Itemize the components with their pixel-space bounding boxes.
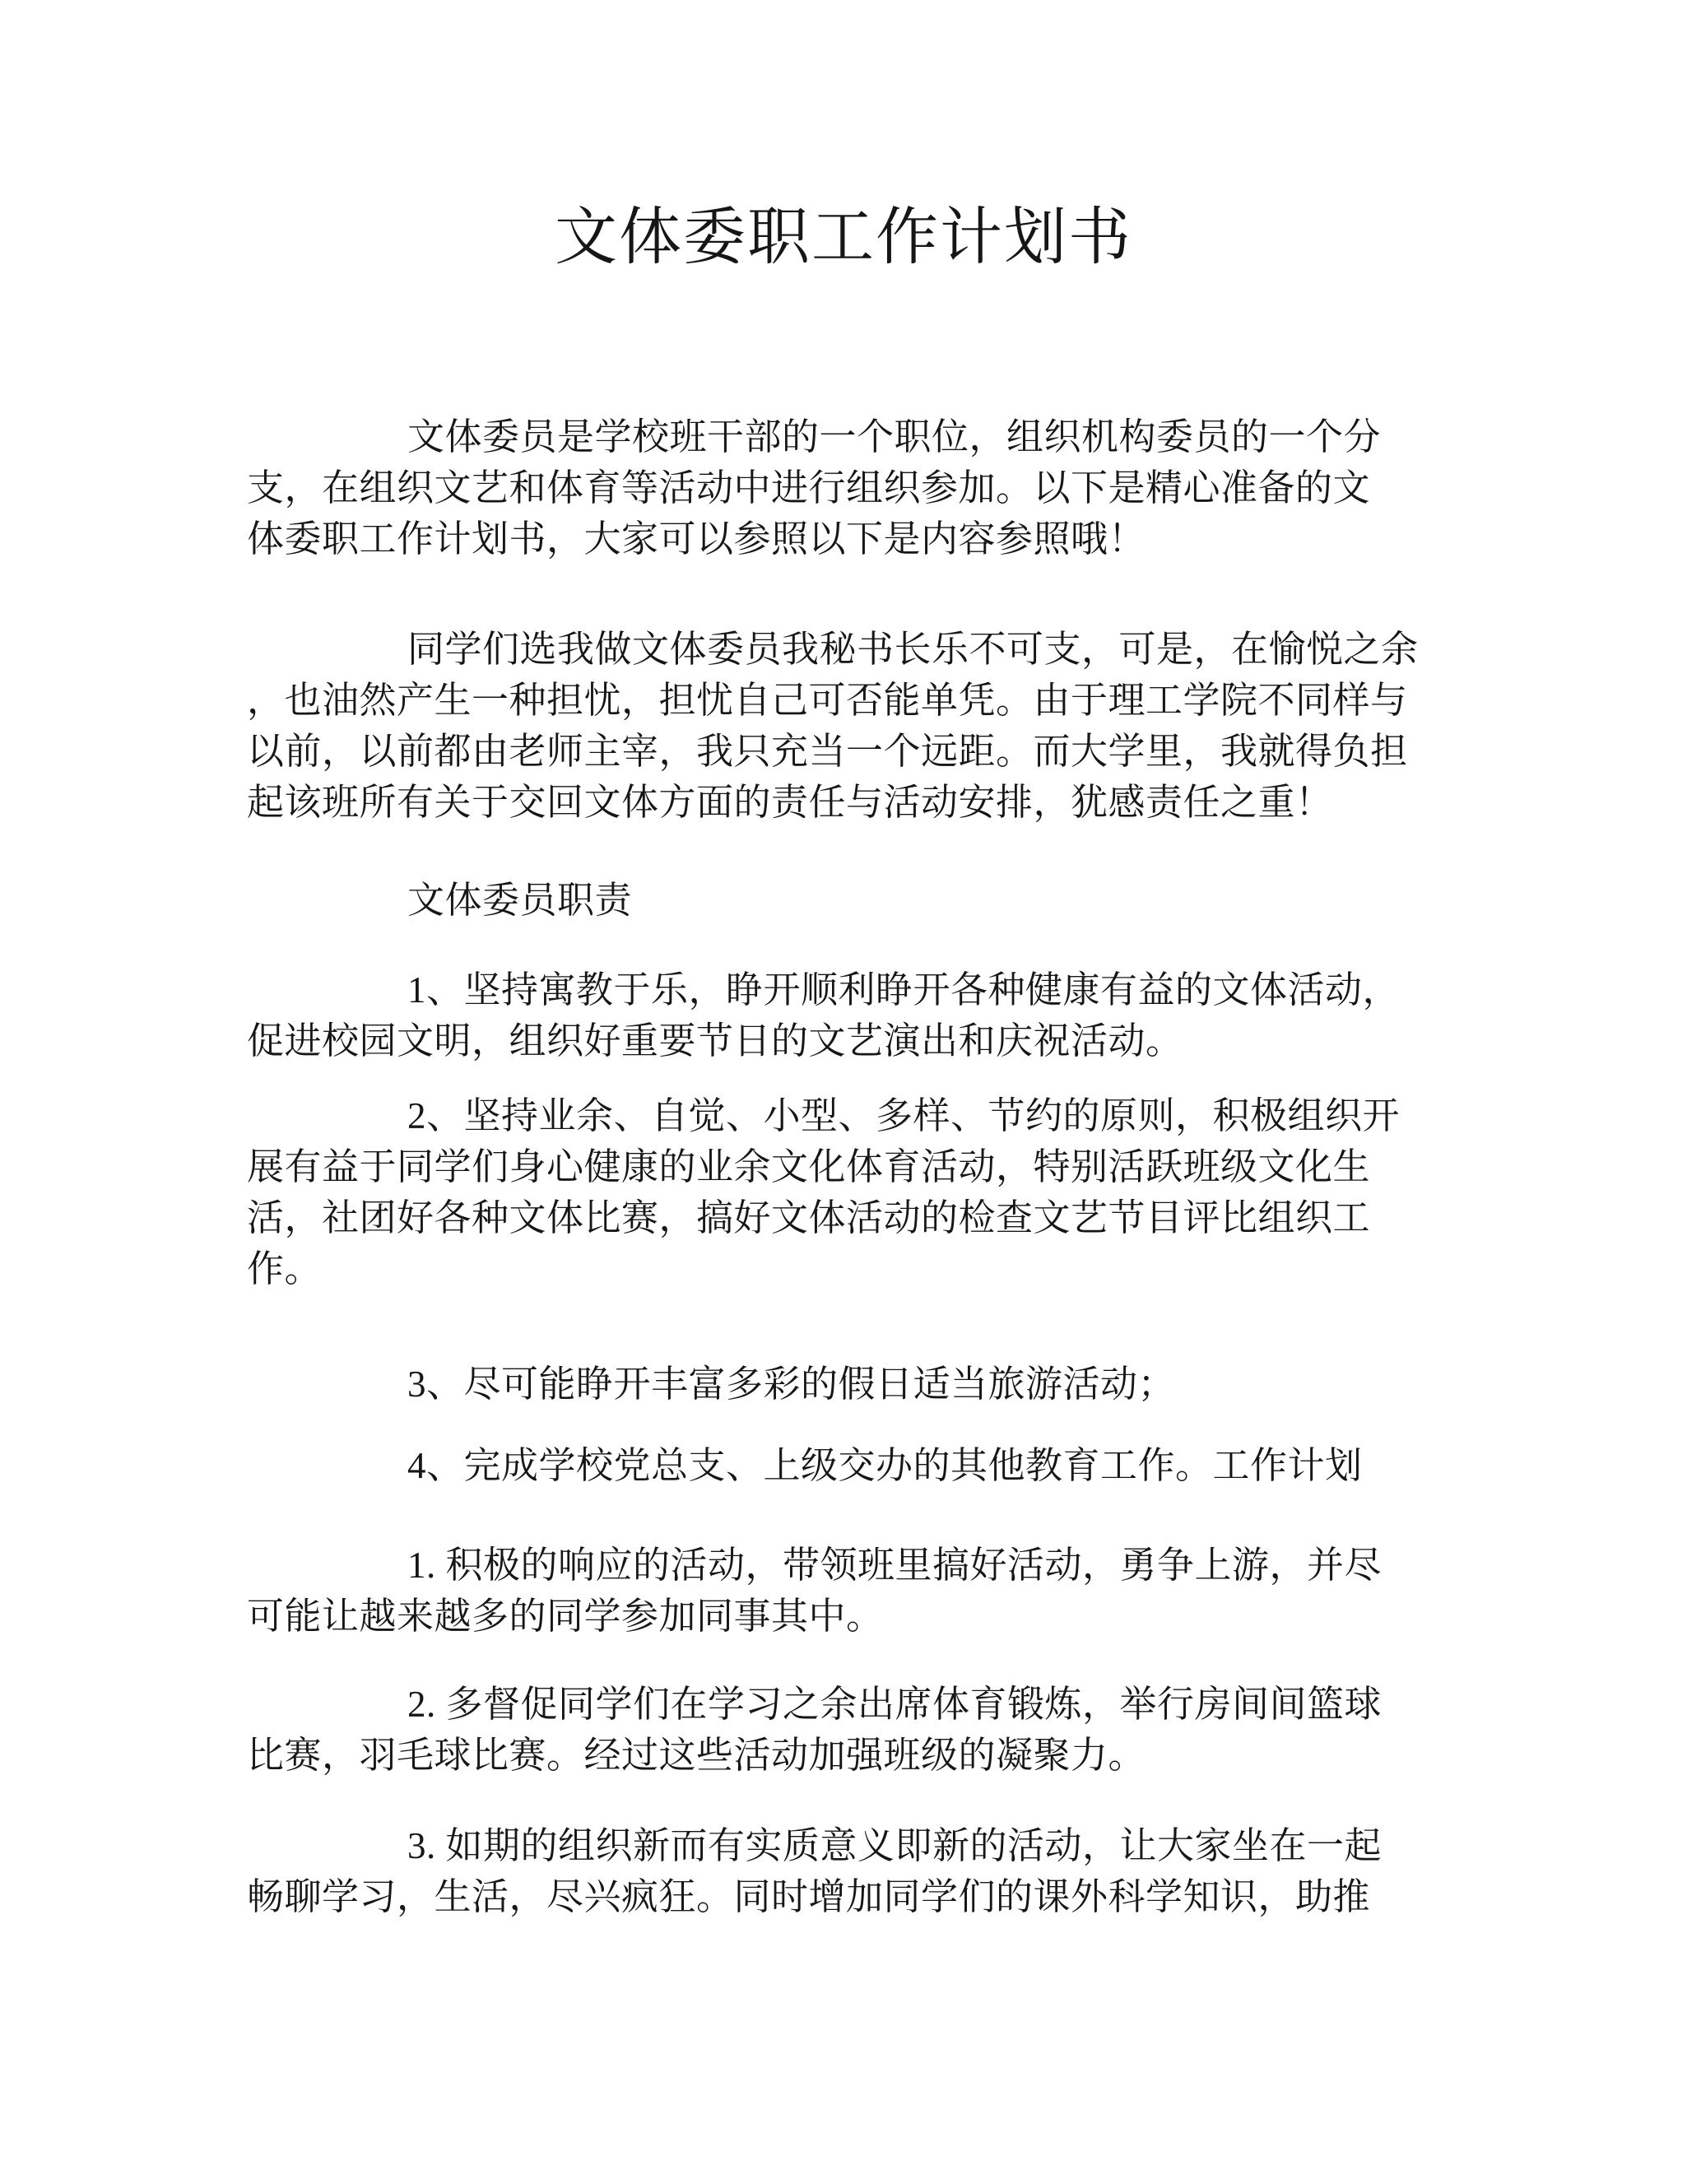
- reflection-paragraph: [247, 624, 1419, 828]
- text-line: 起该班所有关于交回文体方面的责任与活动安排，犹感责任之重！: [247, 782, 1333, 823]
- duty-item-1: [247, 964, 1399, 1066]
- duty-item-4: [247, 1440, 1399, 1491]
- text-line: 文体委员职责: [407, 880, 633, 921]
- text-line: 1、坚持寓教于乐，睁开顺利睁开各种健康有益的文体活动，: [407, 969, 1401, 1011]
- plan-item-2: [247, 1679, 1399, 1781]
- text-line: 作。: [247, 1248, 323, 1289]
- text-line: 以前，以前都由老师主宰，我只充当一个远距。而大学里，我就得负担: [247, 731, 1408, 772]
- intro-paragraph: [247, 411, 1399, 565]
- text-line: ，也油然产生一种担忧，担忧自己可否能单凭。由于理工学院不同样与: [247, 680, 1408, 721]
- text-line: 4、完成学校党总支、上级交办的其他教育工作。工作计划: [407, 1445, 1363, 1486]
- text-line: 3. 如期的组织新而有实质意义即新的活动，让大家坐在一起: [407, 1825, 1383, 1866]
- text-line: 2. 多督促同学们在学习之余出席体育锻炼，举行房间间篮球: [407, 1684, 1383, 1725]
- text-line: 畅聊学习，生活，尽兴疯狂。同时增加同学们的课外科学知识，助推: [247, 1876, 1371, 1917]
- duties-heading: [247, 875, 1399, 926]
- text-line: 支，在组织文艺和体育等活动中进行组织参加。以下是精心准备的文: [247, 467, 1371, 509]
- duty-item-2: [247, 1090, 1399, 1294]
- text-line: 促进校园文明，组织好重要节日的文艺演出和庆祝活动。: [247, 1020, 1183, 1062]
- document-body: [0, 411, 1419, 1922]
- text-line: 比赛，羽毛球比赛。经过这些活动加强班级的凝聚力。: [247, 1735, 1146, 1776]
- text-line: 2、坚持业余、自觉、小型、多样、节约的原则，积极组织开: [407, 1095, 1401, 1136]
- text-line: 体委职工作计划书，大家可以参照以下是内容参照哦！: [247, 518, 1146, 560]
- text-line: 3、尽可能睁开丰富多彩的假日适当旅游活动；: [407, 1364, 1176, 1405]
- plan-item-3: [247, 1820, 1399, 1922]
- text-line: 展有益于同学们身心健康的业余文化体育活动，特别活跃班级文化生: [247, 1146, 1371, 1187]
- text-line: 可能让越来越多的同学参加同事其中。: [247, 1596, 884, 1637]
- text-line: 同学们选我做文体委员我秘书长乐不可支，可是，在愉悦之余: [407, 629, 1419, 670]
- text-line: 活，社团好各种文体比赛，搞好文体活动的检查文艺节目评比组织工: [247, 1197, 1371, 1238]
- text-line: 文体委员是学校班干部的一个职位，组织机构委员的一个分: [407, 416, 1382, 458]
- document-title: 文体委职工作计划书: [555, 203, 1132, 272]
- duty-item-3: [247, 1359, 1399, 1410]
- text-line: 1. 积极的响应的活动，带领班里搞好活动，勇争上游，并尽: [407, 1545, 1383, 1586]
- plan-item-1: [247, 1540, 1399, 1642]
